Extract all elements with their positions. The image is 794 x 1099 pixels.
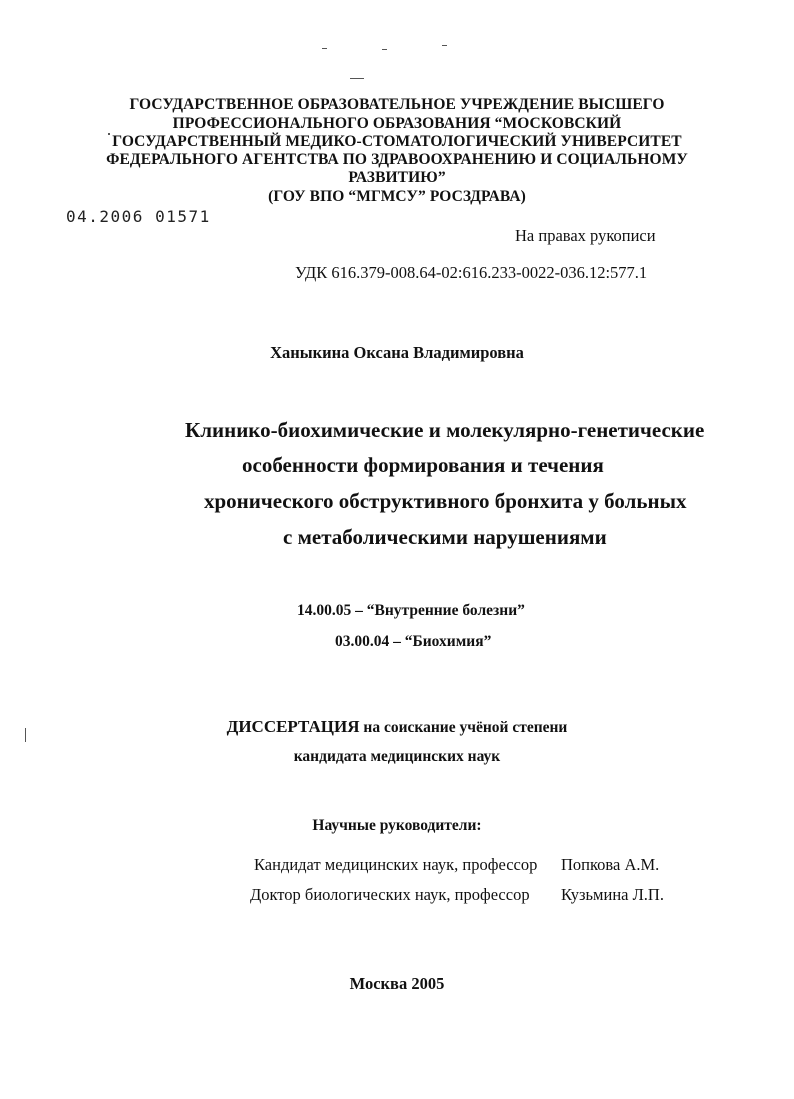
institution-line: ПРОФЕССИОНАЛЬНОГО ОБРАЗОВАНИЯ “МОСКОВСКИЙ	[172, 115, 622, 132]
scan-mark	[350, 78, 364, 79]
specialty-code: 03.00.04 – “Биохимия”	[335, 633, 492, 650]
manuscript-note: На правах рукописи	[515, 226, 656, 245]
scan-mark	[322, 48, 327, 49]
supervisor-name: Попкова А.М.	[561, 855, 660, 874]
supervisor-name: Кузьмина Л.П.	[561, 885, 664, 904]
author-name: Ханыкина Оксана Владимировна	[270, 343, 524, 362]
dissertation-line	[0, 717, 794, 737]
title-line: с метаболическими нарушениями	[283, 525, 607, 549]
title-line: Клинико-биохимические и молекулярно-генетические	[185, 418, 705, 442]
institution-line: ГОСУДАРСТВЕННОЕ ОБРАЗОВАТЕЛЬНОЕ УЧРЕЖДЕНИЕ ВЫСШЕГО	[129, 96, 665, 113]
supervisors-heading: Научные руководители:	[312, 817, 482, 834]
degree-line: кандидата медицинских наук	[293, 748, 501, 765]
institution-line: ГОСУДАРСТВЕННЫЙ МЕДИКО-СТОМАТОЛОГИЧЕСКИЙ УНИВЕРСИТЕТ	[112, 133, 682, 150]
title-line: хронического обструктивного бронхита у больных	[204, 489, 687, 513]
stamp-number: 04.2006 01571	[66, 207, 211, 226]
udk-code: УДК 616.379-008.64-02:616.233-0022-036.12:577.1	[295, 263, 648, 282]
scan-mark	[382, 49, 387, 50]
institution-line: РАЗВИТИЮ”	[348, 169, 446, 186]
supervisor-title: Доктор биологических наук, профессор	[250, 885, 530, 904]
scan-mark	[442, 45, 447, 46]
institution-abbreviation: (ГОУ ВПО “МГМСУ” РОСЗДРАВА)	[268, 188, 526, 205]
institution-line: ФЕДЕРАЛЬНОГО АГЕНТСТВА ПО ЗДРАВООХРАНЕНИЮ И СОЦИАЛЬНОМУ	[106, 151, 688, 168]
dissertation-degree: на соискание учёной степени	[359, 719, 568, 736]
city-year: Москва 2005	[349, 974, 445, 993]
specialty-code: 14.00.05 – “Внутренние болезни”	[297, 602, 525, 619]
dissertation-word: ДИССЕРТАЦИЯ	[226, 717, 360, 736]
title-line: особенности формирования и течения	[242, 453, 604, 477]
supervisor-title: Кандидат медицинских наук, профессор	[254, 855, 538, 874]
